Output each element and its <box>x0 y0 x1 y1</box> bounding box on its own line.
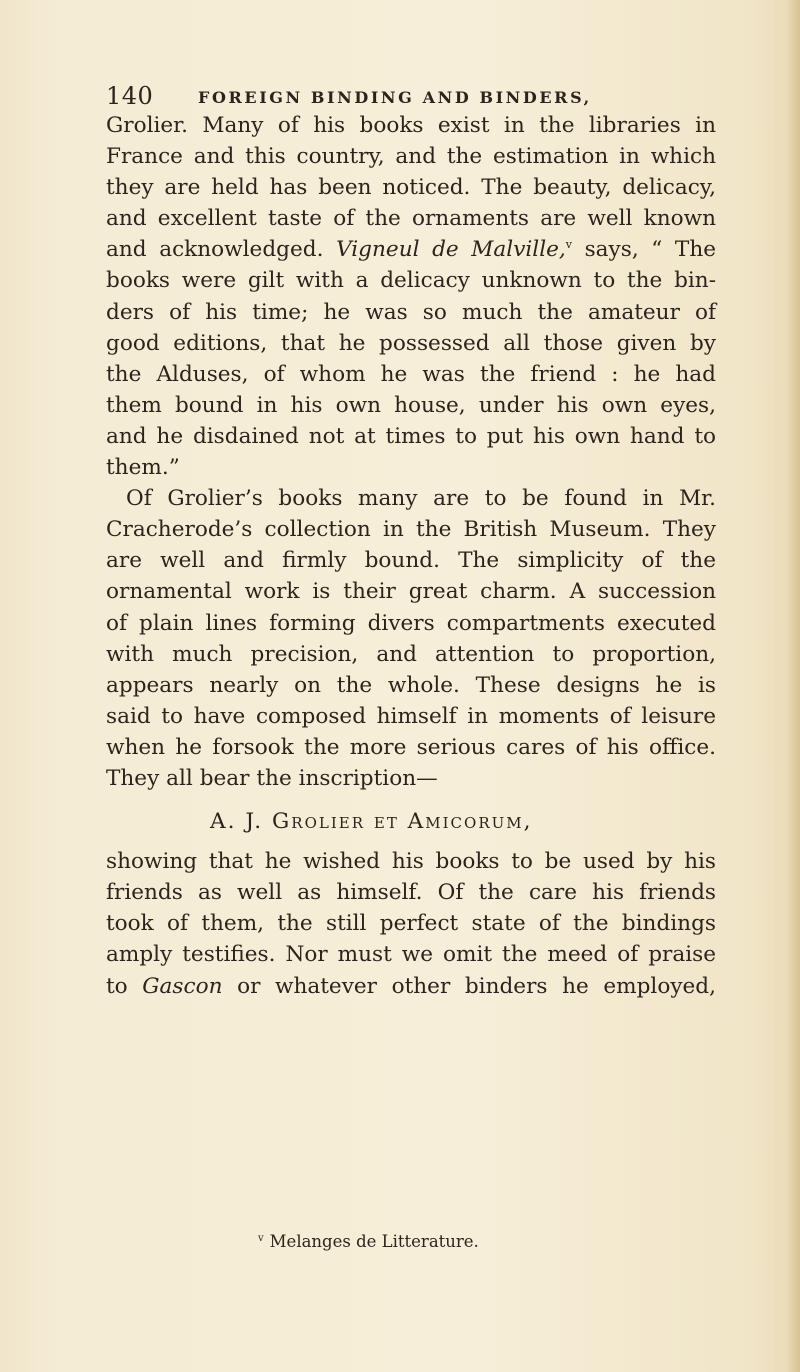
text-line: with much precision, and attention to proportion, <box>106 641 716 667</box>
text-fragment: to <box>106 973 143 999</box>
text-line <box>106 971 716 1002</box>
text-line: appears nearly on the whole. These designs he is <box>106 672 716 698</box>
binder-name-italic: Gascon <box>142 973 223 999</box>
footnote-mark: v <box>258 1232 264 1244</box>
page-header <box>106 82 706 112</box>
footnote-text: Melanges de Litterature. <box>269 1232 479 1251</box>
text-fragment: says, “ The <box>571 237 717 263</box>
author-name-italic: Vigneul de Malville, <box>336 237 566 263</box>
text-line: and excellent taste of the ornaments are well known <box>106 206 716 232</box>
text-fragment: or whatever other binders he employed, <box>222 973 716 999</box>
text-line: books were gilt with a delicacy unknown to the bin- <box>106 268 716 294</box>
text-line: good editions, that he possessed all those given by <box>106 330 716 356</box>
text-line: the Alduses, of whom he was the friend : he had <box>106 361 716 387</box>
footnote-reference: v <box>565 238 572 252</box>
body-text <box>106 110 716 1002</box>
text-line: of plain lines forming divers compartments executed <box>106 610 716 636</box>
text-line: and he disdained not at times to put his own hand to <box>106 423 716 449</box>
text-line: showing that he wished his books to be used by his <box>106 849 716 875</box>
text-line: They all bear the inscription— <box>106 765 438 791</box>
text-line: they are held has been noticed. The beauty, delicacy, <box>106 175 716 201</box>
page-number: 140 <box>106 82 154 110</box>
paragraph-3 <box>106 846 716 1001</box>
text-line: took of them, the still perfect state of the bindings <box>106 911 716 937</box>
inscription: A. J. Grolier et Amicorum, <box>210 809 533 835</box>
text-line: said to have composed himself in moments of leisure <box>106 703 716 729</box>
text-line: France and this country, and the estimation in which <box>106 144 716 170</box>
paragraph-1 <box>106 110 716 483</box>
paragraph-2 <box>106 483 716 794</box>
text-line: amply testifies. Nor must we omit the meed of praise <box>106 942 716 968</box>
text-line: Grolier. Many of his books exist in the libraries in <box>106 113 716 138</box>
text-line: them.” <box>106 455 180 481</box>
text-line: friends as well as himself. Of the care his friends <box>106 880 716 906</box>
text-line: ornamental work is their great charm. A succession <box>106 579 716 605</box>
page-edge-shadow <box>786 0 800 1372</box>
text-line: Cracherode’s collection in the British Museum. They <box>106 517 716 543</box>
text-line: when he forsook the more serious cares of his office. <box>106 734 716 760</box>
text-line: them bound in his own house, under his own eyes, <box>106 392 716 418</box>
running-head: FOREIGN BINDING AND BINDERS, <box>198 88 592 107</box>
text-line <box>106 234 716 265</box>
text-fragment: and acknowledged. <box>106 237 324 263</box>
footnote <box>258 1232 479 1251</box>
text-line: Of Grolier’s books many are to be found in Mr. <box>126 486 716 512</box>
text-line: ders of his time; he was so much the amateur of <box>106 299 716 325</box>
text-line: are well and firmly bound. The simplicity of the <box>106 548 716 574</box>
